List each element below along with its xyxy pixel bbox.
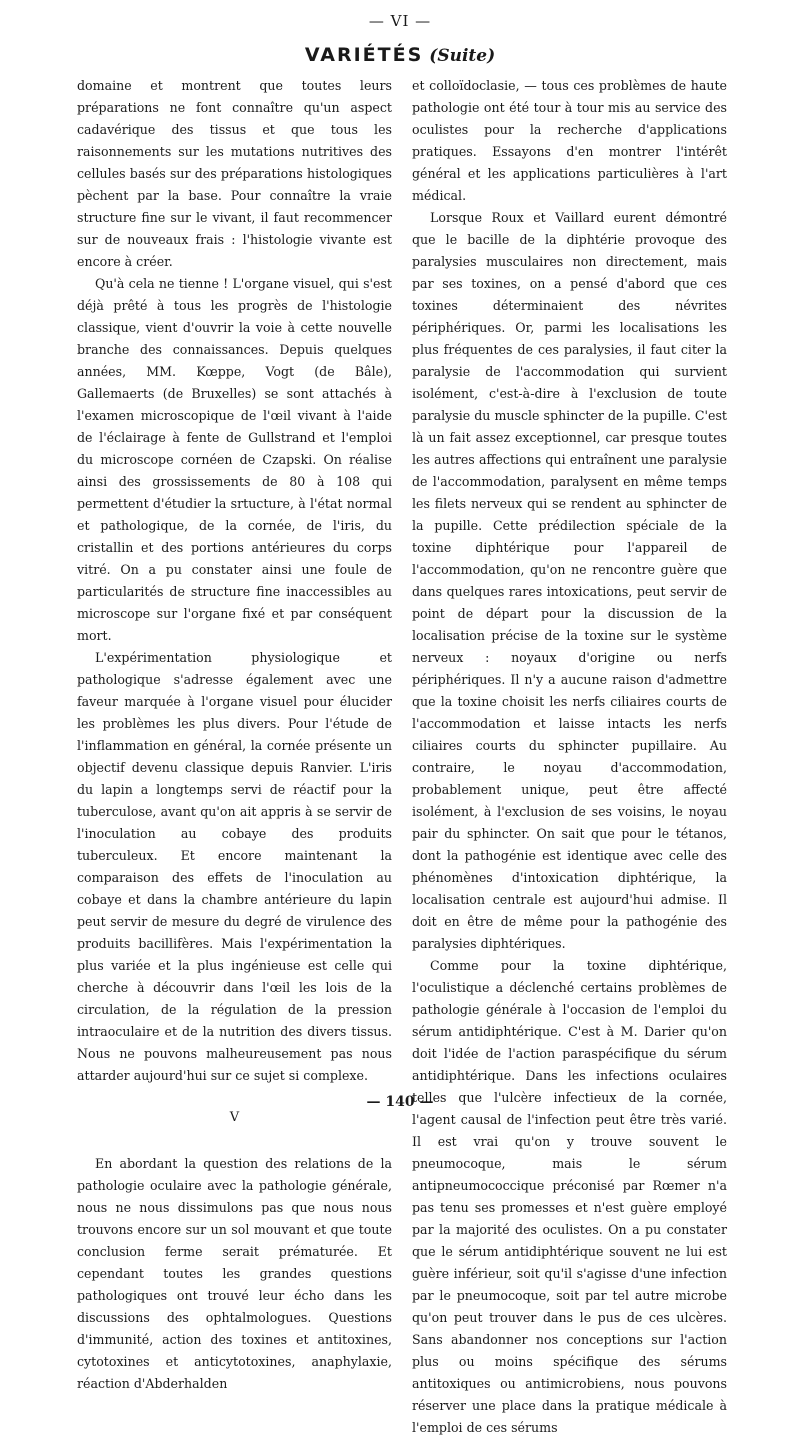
title-suffix: (Suite) (429, 46, 496, 66)
page-title (0, 44, 800, 66)
paragraph: En abordant la question des relations de la pathologie oculaire avec la pathologie générale, nous ne nous dissimulons pas que nous nous trouvons encore sur un sol mouvant et que toute conclusion ferme serait prématurée. Et cependant toutes les grandes questions pathologiques ont trouvé leur écho dans les discussions des ophtalmologues. Questions d'immunité, action des toxines et antitoxines, cytotoxines et anticytotoxines, anaphylaxie, réaction d'Abderhalden (77, 1156, 392, 1391)
section-heading: V (229, 1110, 240, 1125)
paragraph: Qu'à cela ne tienne ! L'organe visuel, qui s'est déjà prêté à tous les progrès de l'histologie classique, vient d'ouvrir la voie à cette nouvelle branche des connaissances. Depuis quelques années, MM. Kœppe, Vogt (de Bâle), Gallemaerts (de Bruxelles) se sont attachés à l'examen microscopique de l'œil vivant à l'aide de l'éclairage à fente de Gullstrand et l'emploi du microscope cornéen de Czapski. On réalise ainsi des grossissements de 80 à 108 qui permettent d'étudier la srtucture, à l'état normal et pathologique, de la cornée, de l'iris, du cristallin et des portions antérieures du corps vitré. On a pu constater ainsi une foule de particularités de structure fine inaccessibles au microscope sur l'organe fixé et par conséquent mort. (77, 276, 392, 643)
paragraph: Lorsque Roux et Vaillard eurent démontré que le bacille de la diphtérie provoque des paralysies musculaires non directement, mais par ses toxines, on a pensé d'abord que ces toxines déterminaient des névrites périphériques. Or, parmi les localisations les plus fréquentes de ces paralysies, il faut citer la paralysie de l'accommodation qui survient isolément, c'est-à-dire à l'exclusion de toute paralysie du muscle sphincter de la pupille. C'est là un fait assez exceptionnel, car presque toutes les autres affections qui entraînent une paralysie de l'accommodation, paralysent en même temps les filets nerveux qui se rendent au sphincter de la pupille. Cette prédilection spéciale de la toxine diphtérique pour l'appareil de l'accommodation, qu'on ne rencontre guère que dans quelques rares intoxications, peut servir de point de départ pour la discussion de la localisation précise de la toxine sur le système nerveux : noyaux d'origine ou nerfs périphériques. Il n'y a aucune raison d'admettre que la toxine choisit les nerfs ciliaires courts de l'accommodation et laisse intacts les nerfs ciliaires courts du sphincter pupillaire. Au contraire, le noyau d'accommodation, probablement unique, peut être affecté isolément, à l'exclusion de ses voisins, le noyau pair du sphincter. On sait que pour le tétanos, dont la pathogénie est identique avec celle des phénomènes d'intoxication diphtérique, la localisation centrale est aujourd'hui admise. Il doit en être de même pour la pathogénie des paralysies diphtériques. (412, 210, 727, 951)
page-roman-numeral: — VI — (368, 12, 432, 30)
left-column (77, 75, 392, 1395)
paragraph: et colloïdoclasie, — tous ces problèmes de haute pathologie ont été tour à tour mis au service des oculistes pour la recherche d'applications pratiques. Essayons d'en montrer l'intérêt général et les applications particulières à l'art médical. (412, 78, 727, 203)
right-column (412, 75, 727, 1439)
page-number: — 140 — (366, 1094, 434, 1110)
paragraph: domaine et montrent que toutes leurs préparations ne font connaître qu'un aspect cadavérique des tissus et que tous les raisonnements sur les mutations nutritives des cellules basés sur des préparations histologiques pèchent par la base. Pour connaître la vraie structure fine sur le vivant, il faut recommencer sur de nouveaux frais : l'histologie vivante est encore à créer. (77, 78, 392, 269)
paragraph: L'expérimentation physiologique et pathologique s'adresse également avec une faveur marquée à l'organe visuel pour élucider les problèmes les plus divers. Pour l'étude de l'inflammation en général, la cornée présente un objectif devenu classique depuis Ranvier. L'iris du lapin a longtemps servi de réactif pour la tuberculose, avant qu'on ait appris à se servir de l'inoculation au cobaye des produits tuberculeux. Et encore maintenant la comparaison des effets de l'inoculation au cobaye et dans la chambre antérieure du lapin peut servir de mesure du degré de virulence des produits bacillifères. Mais l'expérimentation la plus variée et la plus ingénieuse est celle qui cherche à découvrir dans l'œil les lois de la circulation, de la régulation de la pression intraoculaire et de la nutrition des divers tissus. Nous ne pouvons malheureusement pas nous attarder aujourd'hui sur ce sujet si complexe. (77, 650, 392, 1083)
paragraph: Comme pour la toxine diphtérique, l'oculistique a déclenché certains problèmes de pathologie générale à l'occasion de l'emploi du sérum antidiphtérique. C'est à M. Darier qu'on doit l'idée de l'action paraspécifique du sérum antidiphtérique. Dans les infections oculaires telles que l'ulcère infectieux de la cornée, l'agent causal de l'infection peut être très varié. Il est vrai qu'on y trouve souvent le pneumocoque, mais le sérum antipneumococcique préconisé par Rœmer n'a pas tenu ses promesses et n'est guère employé par la majorité des oculistes. On a pu constater que le sérum antidiphtérique souvent ne lui est guère inférieur, soit qu'il s'agisse d'une infection par le pneumocoque, soit par tel autre microbe qu'on peut trouver dans le pus de ces ulcères. Sans abandonner nos conceptions sur l'action plus ou moins spécifique des sérums antitoxiques ou antimicrobiens, nous pouvons réserver une place dans la pratique médicale à l'emploi de ces sérums (412, 958, 727, 1435)
title-main: VARIÉTÉS (304, 44, 424, 66)
